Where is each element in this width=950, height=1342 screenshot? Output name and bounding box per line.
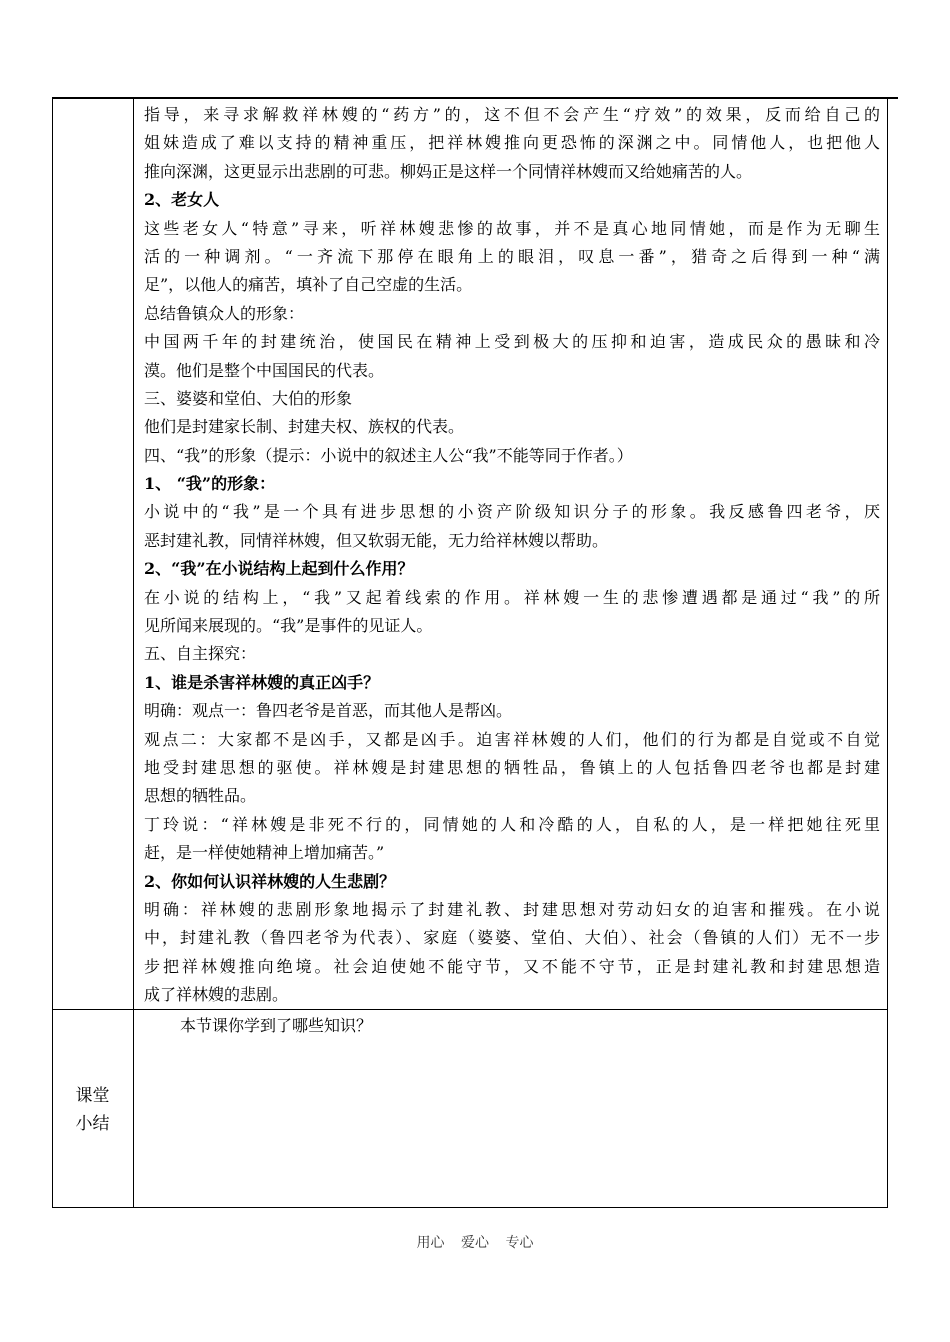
content-line: 恶封建礼教，同情祥林嫂，但又软弱无能，无力给祥林嫂以帮助。 xyxy=(144,530,609,550)
content-line: 足”，以他人的痛苦，填补了自己空虚的生活。 xyxy=(144,275,473,295)
footer-text-2: 爱心 xyxy=(461,1235,489,1251)
content-line: 地受封建思想的驱使。祥林嫂是封建思想的牺牲品，鲁镇上的人包括鲁四老爷也都是封建 xyxy=(144,757,880,777)
content-line: 活的一种调剂。“一齐流下那停在眼角上的眼泪，叹息一番”，猎奇之后得到一种“满 xyxy=(144,246,880,266)
content-line: 思想的牺牲品。 xyxy=(144,786,257,806)
content-line: 2、老女人 xyxy=(144,190,220,210)
table-column-divider xyxy=(133,98,134,1208)
content-line: 五、自主探究： xyxy=(144,644,257,664)
content-line: 2、“我”在小说结构上起到什么作用？ xyxy=(144,559,414,579)
content-line: 见所闻来展现的。“我”是事件的见证人。 xyxy=(144,616,433,636)
content-line: 明确：观点一：鲁四老爷是首恶，而其他人是帮凶。 xyxy=(144,701,513,721)
summary-label-line1: 课堂 xyxy=(75,1086,110,1106)
content-line: 1、谁是杀害祥林嫂的真正凶手？ xyxy=(144,672,380,692)
content-line: 步把祥林嫂推向绝境。社会迫使她不能守节，又不能不守节，正是封建礼教和封建思想造 xyxy=(144,956,880,976)
content-line: 漠。他们是整个中国国民的代表。 xyxy=(144,360,385,380)
content-line: 推向深渊，这更显示出悲剧的可悲。柳妈正是这样一个同情祥林嫂而又给她痛苦的人。 xyxy=(144,161,753,181)
summary-label-line2: 小结 xyxy=(75,1114,110,1134)
content-line: 四、“我”的形象（提示：小说中的叙述主人公“我”不能等同于作者。） xyxy=(144,445,633,465)
content-line: 观点二：大家都不是凶手，又都是凶手。迫害祥林嫂的人们，他们的行为都是自觉或不自觉 xyxy=(144,729,880,749)
content-line: 2、你如何认识祥林嫂的人生悲剧？ xyxy=(144,871,396,891)
content-line: 指导，来寻求解救祥林嫂的“药方”的，这不但不会产生“疗效”的效果，反而给自己的 xyxy=(144,105,880,124)
content-line: 1、 “我”的形象： xyxy=(144,474,276,494)
content-line: 中国两千年的封建统治，使国民在精神上受到极大的压抑和迫害，造成民众的愚昧和冷 xyxy=(144,332,880,352)
content-line: 他们是封建家长制、封建夫权、族权的代表。 xyxy=(144,417,465,437)
page-footer xyxy=(0,1232,950,1252)
content-line: 在小说的结构上，“我”又起着线索的作用。祥林嫂一生的悲惨遭遇都是通过“我”的所 xyxy=(144,587,880,607)
content-line: 丁玲说：“祥林嫂是非死不行的，同情她的人和冷酷的人，自私的人，是一样把她往死里 xyxy=(144,814,880,834)
content-line: 明确：祥林嫂的悲剧形象地揭示了封建礼教、封建思想对劳动妇女的迫害和摧残。在小说 xyxy=(144,899,880,919)
content-line: 这些老女人“特意”寻来，听祥林嫂悲惨的故事，并不是真心地同情她，而是作为无聊生 xyxy=(144,218,880,238)
content-line: 三、婆婆和堂伯、大伯的形象 xyxy=(144,388,353,408)
content-line: 赶，是一样使她精神上增加痛苦。” xyxy=(144,843,385,863)
content-line: 姐妹造成了难以支持的精神重压，把祥林嫂推向更恐怖的深渊之中。同情他人，也把他人 xyxy=(144,133,880,153)
footer-text-3: 专心 xyxy=(505,1235,534,1251)
content-line: 总结鲁镇众人的形象： xyxy=(144,303,305,323)
content-line: 中，封建礼教（鲁四老爷为代表）、家庭（婆婆、堂伯、大伯）、社会（鲁镇的人们）无不一步 xyxy=(144,928,880,948)
lesson-content-cell xyxy=(144,101,880,1010)
summary-prompt: 本节课你学到了哪些知识？ xyxy=(180,1016,373,1035)
content-line: 小说中的“我”是一个具有进步思想的小资产阶级知识分子的形象。我反感鲁四老爷，厌 xyxy=(144,502,880,522)
content-line: 成了祥林嫂的悲剧。 xyxy=(144,985,289,1005)
footer-text-1: 用心 xyxy=(416,1235,445,1251)
